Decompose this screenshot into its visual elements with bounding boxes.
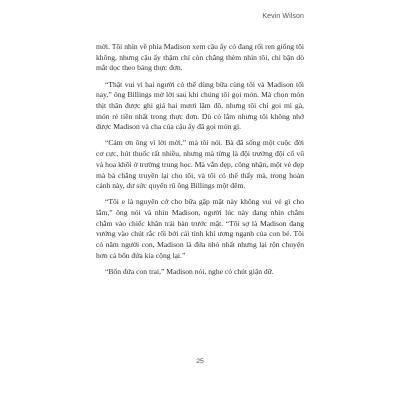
- paragraph: mời. Tôi nhìn về phía Madison xem cậu ấy có đang rối ren giống tôi không, nhưng cậu ấy thậm chí còn chẳng thèm nhìn tôi, chỉ bận dò mắt dọc theo bảng thực đơn.: [96, 42, 304, 73]
- paragraph: “Tôi e là nguyên cớ cho bữa gặp mặt này không vui vẻ gì cho lắm,” ông nói và nhìn Madison, người lúc này đang nhìn chằm chằm vào chiếc khăn trải bàn trước mặt. “Tôi sợ là Madison đang vướng vào chút rắc rối bởi cái tính khí ương ngạnh của con bé. Tôi có năm người con, Madison là đứa nhỏ nhất nhưng lại rộn chuyện hơn cả bốn đứa kia cộng lại.”: [96, 197, 304, 260]
- paragraph: “Cảm ơn ông vì lời mời,” mà tôi nói. Bà đã sống một cuộc đời cơ cực, hút thuốc rất nhiều, nhưng mà từng là đội trưởng đội cổ vũ và hoa khôi ở trường trung học. Mà vẫn đẹp, công nhận, một vẻ đẹp mà bà chẳng truyền lại cho tôi, và tôi có thể thấy mà, trong hoàn cảnh này, dư sức quyến rũ ông Billings một đêm.: [96, 138, 304, 191]
- body-text: [96, 42, 304, 283]
- running-header-author: Kevin Wilson: [262, 13, 304, 20]
- paragraph: “Thật vui vì hai người có thể dùng bữa cùng tôi và Madison tối nay,” ông Billings mở lời sau khi chúng tôi gọi món. Mà chọn món thịt thăn được ghi giá hai mươi lăm đô, nhưng tôi chỉ gọi mì gà, món rẻ tiền nhất trong thực đơn. Dù có lắm nhưng tôi không nhớ được Madison và cha của cậu ấy đã gọi món gì.: [96, 79, 304, 132]
- paragraph: “Bốn đứa con trai,” Madison nói, nghe có chút giận dữ.: [105, 266, 274, 276]
- page-number: 25: [196, 358, 204, 365]
